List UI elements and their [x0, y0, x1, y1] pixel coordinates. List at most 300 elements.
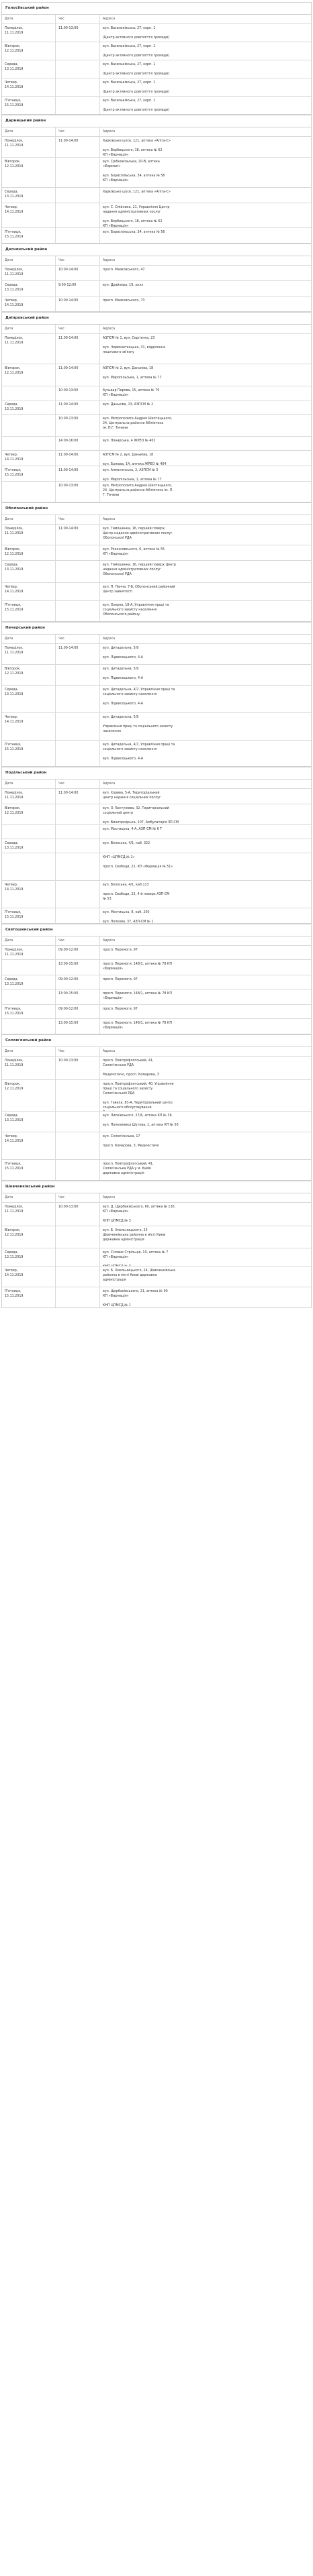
cell-line: соціальний центр: [103, 812, 134, 815]
cell-line: вул. Алматинська, 2, АЗПСМ № 5: [103, 469, 159, 472]
cell-line: «Фармація»: [103, 967, 124, 971]
cell-line: вул. Б. Хмельницького, 24: [103, 1229, 148, 1232]
table-row: [2, 713, 311, 741]
cell-line: просп. Свободи, 22, 4-й поверх АЗП-СМ: [103, 893, 170, 896]
cell-line: 15.11.2019: [5, 916, 24, 919]
cell-line: праці та соціального захисту: [103, 1087, 153, 1091]
column-header-time: Час: [56, 15, 100, 23]
cell-line: 24, Центральна районна бібліотека: [103, 422, 164, 425]
time-cell: [56, 741, 100, 766]
date-cell: [2, 158, 56, 187]
cell-line: КП «Фармація»: [103, 179, 129, 182]
cell-line: КНП ЦПМСД № 3: [103, 1220, 131, 1223]
address-cell: [100, 1112, 311, 1132]
cell-line: вул. Васильківська, 27, корп. 1: [103, 63, 156, 66]
cell-line: [103, 860, 308, 865]
cell-line: [103, 371, 308, 376]
cell-line: просп. Перемоги, 97: [103, 949, 138, 952]
table-row: [2, 804, 311, 825]
address-cell: [100, 437, 311, 450]
cell-line: населення: [103, 730, 121, 733]
date-cell: [2, 1248, 56, 1266]
cell-line: 11.11.2019: [5, 532, 24, 535]
cell-line: вул. Васильківська, 27, корп. 1: [103, 27, 156, 30]
table-header-row: [2, 256, 311, 266]
cell-line: Шевченківська районна в місті Києві: [103, 1234, 166, 1237]
cell-line: надання адміністративних послуг: [103, 568, 161, 572]
cell-line: вул. Солом'янська, 17: [103, 1135, 140, 1138]
district-title: Печерський район: [2, 623, 311, 635]
column-header-time: Час: [56, 325, 100, 333]
address-cell: [100, 561, 311, 582]
cell-line: [103, 215, 308, 219]
time-cell: [56, 601, 100, 621]
cell-line: Центр зайнятості: [103, 590, 133, 594]
time-cell: [56, 908, 100, 923]
cell-line: вул. Миропільська, 1, аптека № 77: [103, 478, 162, 481]
cell-line: [103, 473, 308, 478]
table-row: [2, 946, 311, 960]
cell-line: вул. Митрополита Андрея Шептицького,: [103, 484, 173, 488]
address-cell: [100, 1203, 311, 1226]
column-header-time: Час: [56, 780, 100, 788]
cell-line: вул. Драйзера, 19, холл: [103, 284, 144, 287]
table-row: [2, 686, 311, 713]
cell-line: (Центр активного довголіття громади): [103, 91, 169, 94]
cell-line: просп. Повітрофлотський, 40, Управління: [103, 1083, 174, 1086]
time-cell: [56, 97, 100, 114]
cell-line: Оболонського району: [103, 613, 140, 616]
address-cell: [100, 42, 311, 60]
date-cell: [2, 386, 56, 400]
table-row: [2, 400, 311, 415]
table-row: [2, 42, 311, 60]
time-cell: [56, 60, 100, 78]
cell-line: 15.11.2019: [5, 1012, 24, 1016]
cell-line: просп. Повітрофлотський, 41,: [103, 1163, 154, 1166]
district-table: [1, 767, 312, 924]
district-table: [1, 244, 312, 312]
column-header-date: Дата: [2, 635, 56, 643]
cell-line: вул. О. Бестужева, 32, Територіальний: [103, 807, 169, 810]
cell-line: Понеділок,: [5, 268, 24, 272]
cell-line: просп. Комарова, 3, Медичістичо: [103, 1144, 159, 1148]
address-cell: [100, 281, 311, 296]
date-cell: [2, 137, 56, 157]
cell-line: 11.11.2019: [5, 796, 24, 800]
cell-line: вул. Цитадельна, 5/9: [103, 647, 139, 650]
district-title: Оболонський район: [2, 503, 311, 515]
time-cell: [56, 188, 100, 203]
table-header-row: [2, 325, 311, 334]
time-cell: [56, 1287, 100, 1307]
cell-line: адміністрація: [103, 1279, 126, 1282]
address-cell: [100, 853, 311, 880]
cell-line: Четвер,: [5, 453, 18, 457]
table-row: [2, 1267, 311, 1287]
cell-line: 12.11.2019: [5, 372, 24, 375]
address-cell: [100, 228, 311, 243]
time-cell: 13:00-15:00: [56, 1019, 100, 1034]
cell-line: [103, 816, 308, 820]
time-cell: [56, 825, 100, 839]
date-cell: [2, 960, 56, 975]
cell-line: [103, 1260, 308, 1265]
address-cell: [100, 415, 311, 436]
time-cell: 13:00-15:00: [56, 960, 100, 975]
table-row: [2, 1005, 311, 1019]
cell-line: просп. Маяковського, 47: [103, 268, 145, 272]
cell-line: 11.11.2019: [5, 1064, 24, 1067]
cell-line: № 53: [103, 898, 111, 901]
address-cell: [100, 400, 311, 414]
table-row: [2, 97, 311, 114]
table-row: [2, 266, 311, 281]
table-row: [2, 741, 311, 766]
time-cell: 10:00-13:00: [56, 386, 100, 400]
address-cell: [100, 1005, 311, 1018]
column-header-address: Адреса: [103, 637, 116, 641]
address-cell: [100, 686, 311, 712]
table-row: [2, 975, 311, 989]
cell-line: [103, 720, 308, 724]
cell-line: П'ятниця,: [5, 1163, 21, 1166]
date-cell: [2, 78, 56, 96]
cell-line: Четвер,: [5, 716, 18, 719]
date-cell: [2, 60, 56, 78]
table-row: [2, 78, 311, 97]
cell-line: 11.11.2019: [5, 144, 24, 148]
time-cell: 09:00-12:00: [56, 975, 100, 989]
table-row: [2, 525, 311, 545]
date-cell: [2, 281, 56, 296]
cell-line: поштового зв'язку: [103, 351, 134, 354]
cell-line: вул. Волоська, 4/1, каб. 322: [103, 842, 150, 845]
address-cell: [100, 583, 311, 600]
cell-line: Солом'янської РДА: [103, 1092, 135, 1095]
column-header-date: Дата: [2, 1193, 56, 1202]
table-header-row: [2, 635, 311, 644]
cell-line: АЗПСМ № 1, вул. Сергієнка, 23: [103, 337, 155, 340]
table-row: [2, 839, 311, 853]
table-row: [2, 334, 311, 364]
cell-line: КП «Фармація»: [103, 394, 129, 397]
time-cell: 09:00-12:00: [56, 946, 100, 959]
address-cell: [100, 713, 311, 740]
cell-line: 14.11.2019: [5, 1140, 24, 1143]
cell-line: Г. Тичини: [103, 494, 120, 497]
date-cell: [2, 1203, 56, 1226]
cell-line: Солом'янська РДА: [103, 1064, 134, 1067]
cell-line: 12.11.2019: [5, 672, 24, 676]
table-row: [2, 545, 311, 561]
cell-line: вул. Гавела, 83-А, Територіальний центр: [103, 1102, 173, 1105]
cell-line: соціального захисту населення: [103, 693, 157, 696]
column-header-time: Час: [56, 1047, 100, 1056]
date-cell: [2, 334, 56, 364]
cell-line: просп. Перемоги, 97: [103, 1008, 138, 1011]
column-header-date: Дата: [2, 256, 56, 265]
district-table: [1, 924, 312, 1034]
time-cell: 11:00-14:00: [56, 525, 100, 545]
date-cell: [2, 686, 56, 712]
cell-line: вул. Вербицького, 18, аптека № 62: [103, 149, 163, 152]
table-header-row: [2, 127, 311, 137]
date-cell: [2, 975, 56, 989]
date-cell: [2, 1226, 56, 1248]
table-row: [2, 1203, 311, 1226]
cell-line: вул. Озерна, 18-А, Управління праці та: [103, 604, 169, 607]
cell-line: 12.11.2019: [5, 50, 24, 53]
district-title: Святошинський район: [2, 924, 311, 936]
cell-line: Харківське шосе, 121, аптека «Аліта-С»: [103, 140, 171, 143]
cell-line: вул. Митрополита Андрея Шептицького,: [103, 417, 173, 421]
time-cell: [56, 853, 100, 880]
cell-line: Понеділок,: [5, 27, 24, 30]
cell-line: вул. Хорива, 5-А, Територіальний: [103, 792, 160, 795]
address-cell: [100, 78, 311, 96]
date-cell: [2, 466, 56, 481]
table-header-row: [2, 1047, 311, 1057]
time-cell: [56, 1080, 100, 1111]
table-row: [2, 601, 311, 621]
cell-line: Четвер,: [5, 206, 18, 209]
cell-line: вул. Полкова, 37, АЗП-СМ № 1: [103, 920, 154, 923]
time-cell: [56, 1112, 100, 1132]
cell-line: вул. Полковника Шутова, 1, аптека КП № 56: [103, 1124, 179, 1127]
cell-line: Середа,: [5, 978, 19, 981]
table-row: [2, 297, 311, 311]
cell-line: [103, 85, 308, 90]
time-cell: 9:00-12:00: [56, 281, 100, 296]
time-cell: [56, 78, 100, 96]
date-cell: [2, 881, 56, 908]
cell-line: Понеділок,: [5, 527, 24, 531]
time-cell: 10:00-13:00: [56, 1203, 100, 1226]
cell-line: 15.11.2019: [5, 748, 24, 751]
cell-line: Вівторок,: [5, 367, 21, 370]
cell-line: вул. С. Олійника, 21, Управління Центр: [103, 206, 170, 209]
district-table: [1, 312, 312, 502]
cell-line: 12.11.2019: [5, 812, 24, 815]
table-row: [2, 228, 311, 243]
time-cell: [56, 1132, 100, 1159]
address-cell: [100, 908, 311, 923]
cell-line: вул. Понарська, 4 ЖРЕО № 402: [103, 439, 156, 443]
cell-line: 11.11.2019: [5, 651, 24, 655]
date-cell: [2, 1112, 56, 1132]
address-cell: [100, 451, 311, 466]
cell-line: вул. Цитадельна, 5/9: [103, 716, 139, 719]
column-header-address: Адреса: [103, 327, 116, 331]
cell-line: Четвер,: [5, 299, 18, 303]
address-cell: [100, 525, 311, 545]
address-cell: [100, 839, 311, 853]
table-row: [2, 644, 311, 665]
column-header-address: Адреса: [103, 130, 116, 133]
cell-line: вул. Васильківська, 27, корп. 1: [103, 81, 156, 85]
table-header-row: [2, 15, 311, 24]
cell-line: [103, 458, 308, 462]
address-cell: [100, 960, 311, 975]
date-cell: [2, 1287, 56, 1307]
cell-line: просп. Повітрофлотський, 41,: [103, 1059, 154, 1063]
cell-line: 15.11.2019: [5, 474, 24, 477]
time-cell: [56, 1248, 100, 1266]
date-cell: [2, 989, 56, 1004]
cell-line: П'ятниця,: [5, 604, 21, 607]
cell-line: [103, 31, 308, 36]
district-table: [1, 1181, 312, 1308]
cell-line: КП «Фармація»: [103, 225, 129, 227]
cell-line: Вівторок,: [5, 45, 21, 48]
cell-line: [103, 49, 308, 54]
cell-line: «Фармація»: [103, 997, 124, 1000]
cell-line: Четвер,: [5, 1269, 18, 1273]
column-header-date: Дата: [2, 15, 56, 23]
time-cell: [56, 583, 100, 600]
cell-line: П'ятниця,: [5, 99, 21, 103]
date-cell: [2, 644, 56, 664]
cell-line: (Центр активного довголіття громади): [103, 109, 169, 112]
cell-line: [103, 67, 308, 72]
table-row: [2, 789, 311, 804]
address-cell: [100, 1267, 311, 1287]
table-row: [2, 281, 311, 297]
column-header-address: Адреса: [103, 1050, 116, 1053]
address-cell: [100, 1248, 311, 1266]
cell-line: П'ятниця,: [5, 231, 21, 234]
address-cell: [100, 644, 311, 664]
time-cell: 11:00-14:00: [56, 137, 100, 157]
date-cell: [2, 561, 56, 582]
cell-line: Вівторок,: [5, 160, 21, 164]
address-cell: [100, 804, 311, 824]
column-header-date: Дата: [2, 1047, 56, 1056]
cell-line: 15.11.2019: [5, 104, 24, 107]
date-cell: [2, 42, 56, 60]
cell-line: вул. Волоська, 4/1, каб.113: [103, 883, 149, 887]
cell-line: вул. Червоноткацька, 31, відділення: [103, 346, 165, 350]
cell-line: Вівторок,: [5, 1229, 21, 1232]
cell-line: [103, 1139, 308, 1144]
cell-line: [103, 1068, 308, 1073]
cell-line: АЗПСМ № 2, вул. Даньківа, 18: [103, 453, 154, 457]
cell-line: вул. Тимошенка, 16, перший поверх Центр: [103, 564, 177, 567]
table-row: [2, 1287, 311, 1307]
address-cell: [100, 386, 311, 400]
cell-line: вул. Д. Щербаківського, 60, аптека № 130,: [103, 1205, 176, 1209]
cell-line: 15.11.2019: [5, 235, 24, 239]
cell-line: 11.11.2019: [5, 1210, 24, 1214]
cell-line: [103, 1299, 308, 1303]
table-row: [2, 203, 311, 228]
table-row: [2, 137, 311, 158]
cell-line: вул. Підвисоцького, 4-А: [103, 757, 144, 761]
cell-line: 13.11.2019: [5, 195, 24, 199]
cell-line: [103, 752, 308, 757]
cell-line: вул. Мостицька, 4-А, АЗП-СМ № 6 Т: [103, 828, 163, 831]
district-title: Подільський район: [2, 767, 311, 780]
cell-line: 14.11.2019: [5, 590, 24, 594]
time-cell: [56, 713, 100, 740]
district-title: Дніпровський район: [2, 313, 311, 325]
cell-line: 11.11.2019: [5, 341, 24, 345]
date-cell: [2, 789, 56, 804]
table-row: [2, 24, 311, 42]
address-cell: [100, 1132, 311, 1159]
cell-line: вул. Бориспільська, 34, аптека № 56: [103, 231, 165, 234]
table-row: [2, 482, 311, 502]
cell-line: вул. Мостицька, 8, каб. 250: [103, 911, 150, 914]
cell-line: просп. Перемоги, 148/1, аптека № 78 КП: [103, 1022, 172, 1025]
table-row: [2, 1080, 311, 1112]
cell-line: [103, 1214, 308, 1219]
cell-line: вул. Бориспільська, 34, аптека № 56: [103, 174, 165, 178]
address-cell: [100, 946, 311, 959]
cell-line: надання адміністративних послуг: [103, 211, 161, 214]
time-cell: [56, 881, 100, 908]
cell-line: Середа,: [5, 284, 19, 287]
table-row: [2, 989, 311, 1005]
date-cell: [2, 908, 56, 923]
cell-line: 15.11.2019: [5, 1295, 24, 1298]
cell-line: П'ятниця,: [5, 1008, 21, 1011]
table-header-row: [2, 1193, 311, 1203]
address-cell: [100, 1160, 311, 1180]
date-cell: [2, 415, 56, 436]
date-cell: [2, 97, 56, 114]
date-cell: [2, 1267, 56, 1287]
date-cell: [2, 545, 56, 560]
table-row: [2, 960, 311, 975]
cell-line: [103, 888, 308, 892]
time-cell: 11:00-14:00: [56, 451, 100, 466]
date-cell: [2, 839, 56, 853]
address-cell: [100, 665, 311, 685]
cell-line: вул. Срібнокільська, 20-В, аптека: [103, 160, 160, 164]
date-cell: [2, 741, 56, 766]
address-cell: [100, 482, 311, 502]
date-cell: [2, 853, 56, 880]
column-header-address: Адреса: [103, 939, 116, 943]
cell-line: соціального захисту населення: [103, 748, 157, 751]
column-header-address: Адреса: [103, 1196, 116, 1199]
address-cell: [100, 137, 311, 157]
address-cell: [100, 466, 311, 481]
cell-line: Управління праці та соціального захисту: [103, 725, 173, 729]
time-cell: 13:00-15:00: [56, 989, 100, 1004]
date-cell: [2, 1132, 56, 1159]
cell-line: районна в місті Києві державна: [103, 1274, 157, 1277]
address-cell: [100, 334, 311, 364]
date-cell: [2, 825, 56, 839]
table-row: [2, 188, 311, 203]
table-row: [2, 451, 311, 466]
time-cell: [56, 545, 100, 560]
cell-line: 12.11.2019: [5, 1087, 24, 1091]
date-cell: [2, 804, 56, 824]
cell-line: (Центр активного довголіття громади): [103, 72, 169, 76]
cell-line: [103, 144, 308, 148]
table-row: [2, 583, 311, 601]
address-cell: [100, 1080, 311, 1111]
cell-line: [103, 651, 308, 655]
cell-line: Понеділок,: [5, 647, 24, 650]
date-cell: [2, 713, 56, 740]
cell-line: вул. Тимошенка, 16, перший поверх,: [103, 527, 166, 531]
time-cell: 11:00-14:00: [56, 400, 100, 414]
